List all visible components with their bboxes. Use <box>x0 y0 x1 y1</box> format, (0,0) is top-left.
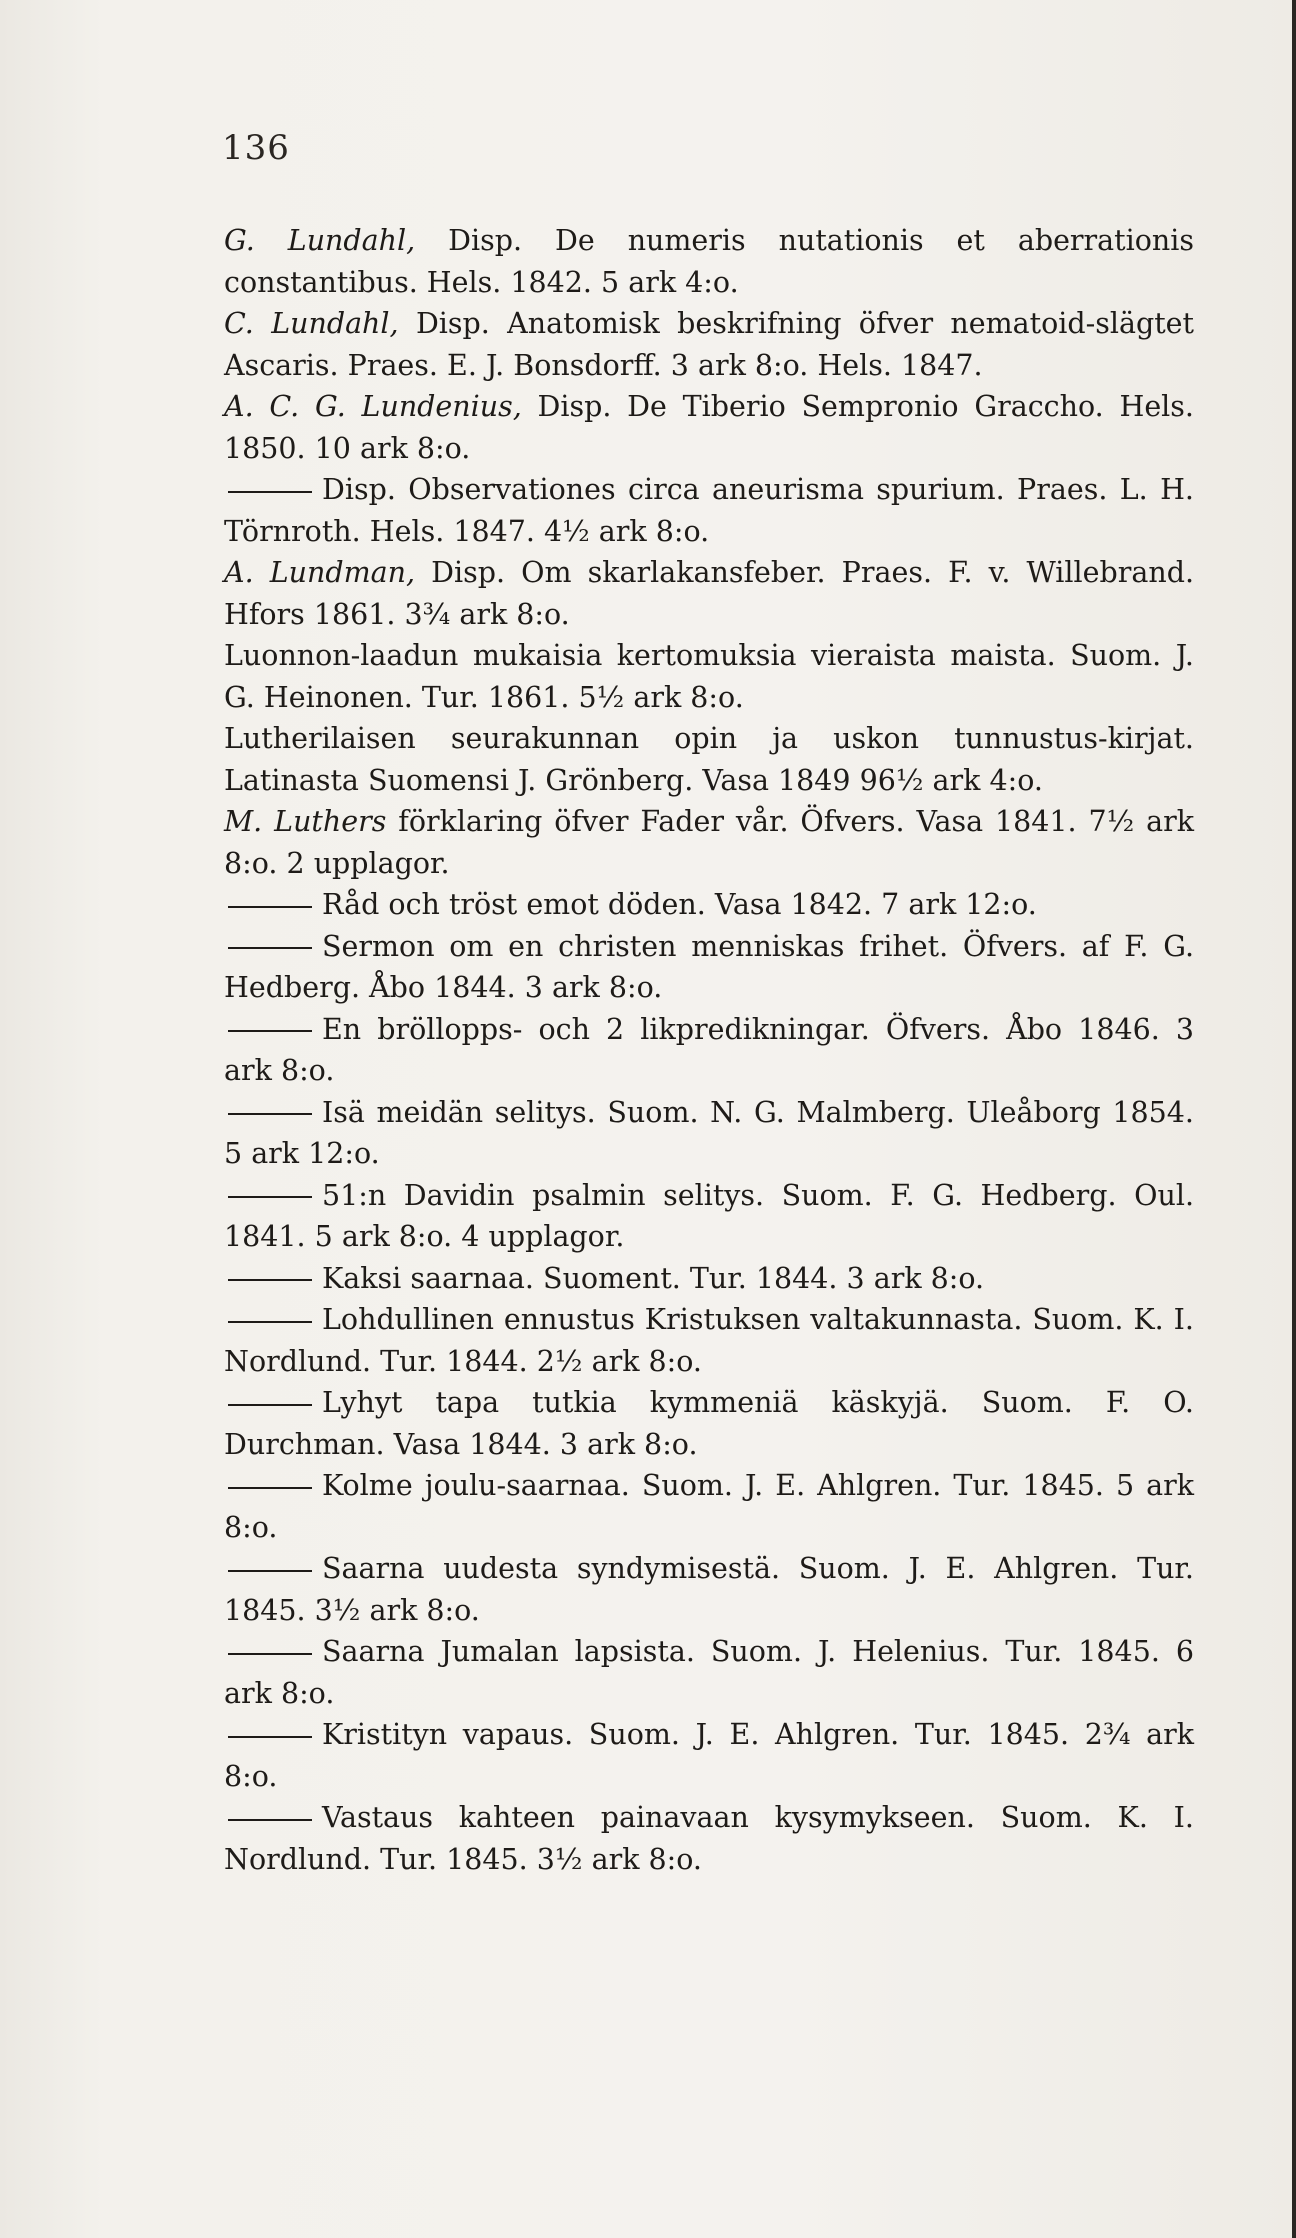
entry-text: En bröllopps- och 2 likpredikningar. Öfvers. Åbo 1846. 3 ark 8:o. <box>224 1012 1194 1087</box>
bibliography-entry <box>224 303 1194 386</box>
bibliography-entry <box>224 1548 1194 1631</box>
entry-text: Disp. De numeris nutationis et aberrationis constantibus. Hels. 1842. 5 ark 4:o. <box>224 224 1194 299</box>
bibliography-entry <box>224 1092 1194 1175</box>
entry-text: Kaksi saarnaa. Suoment. Tur. 1844. 3 ark 8:o. <box>322 1261 985 1295</box>
ditto-dash <box>228 1487 312 1489</box>
ditto-dash <box>228 1030 312 1032</box>
entry-text: Disp. Observationes circa aneurisma spurium. Praes. L. H. Törnroth. Hels. 1847. 4½ ark 8:o. <box>224 473 1194 548</box>
ditto-dash <box>228 906 312 908</box>
entry-text: Lyhyt tapa tutkia kymmeniä käskyjä. Suom. F. O. Durchman. Vasa 1844. 3 ark 8:o. <box>224 1386 1194 1461</box>
bibliography-entry <box>224 1714 1194 1797</box>
entry-author: C. Lundahl, <box>224 307 399 340</box>
bibliography-entry <box>224 801 1194 884</box>
entry-text: Disp. De Tiberio Sempronio Graccho. Hels. 1850. 10 ark 8:o. <box>224 390 1194 465</box>
entry-text: Disp. Om skarlakansfeber. Praes. F. v. Willebrand. Hfors 1861. 3¾ ark 8:o. <box>224 556 1195 631</box>
bibliography-entry <box>224 386 1194 469</box>
entry-text: Saarna Jumalan lapsista. Suom. J. Helenius. Tur. 1845. 6 ark 8:o. <box>224 1635 1194 1710</box>
bibliography-entry <box>224 718 1194 801</box>
ditto-dash <box>228 1819 312 1821</box>
bibliography-entry <box>224 1797 1194 1880</box>
entry-text: Lutherilaisen seurakunnan opin ja uskon tunnustus-kirjat. Latinasta Suomensi J. Grönberg. Vasa 1849 96½ ark 4:o. <box>224 722 1194 797</box>
entry-text: Kristityn vapaus. Suom. J. E. Ahlgren. Tur. 1845. 2¾ ark 8:o. <box>224 1718 1194 1793</box>
entry-text: Isä meidän selitys. Suom. N. G. Malmberg. Uleåborg 1854. 5 ark 12:o. <box>224 1095 1194 1170</box>
entry-author: G. Lundahl, <box>224 224 416 257</box>
bibliography-entry <box>224 1299 1194 1382</box>
ditto-dash <box>228 1196 312 1198</box>
entry-text: Lohdullinen ennustus Kristuksen valtakunnasta. Suom. K. I. Nordlund. Tur. 1844. 2½ ark 8:o. <box>224 1303 1194 1378</box>
bibliography-entry <box>224 1009 1194 1092</box>
entry-text: Disp. Anatomisk beskrifning öfver nematoid-slägtet Ascaris. Praes. E. J. Bonsdorff. 3 ark 8:o. Hels. 1847. <box>224 307 1195 382</box>
entry-text: Kolme joulu-saarnaa. Suom. J. E. Ahlgren. Tur. 1845. 5 ark 8:o. <box>224 1469 1194 1544</box>
bibliography-entry <box>224 1631 1194 1714</box>
bibliography-entry <box>224 1382 1194 1465</box>
bibliography-entry <box>224 635 1194 718</box>
page-edge <box>1292 0 1296 2238</box>
entry-text: Sermon om en christen menniskas frihet. Öfvers. af F. G. Hedberg. Åbo 1844. 3 ark 8:o. <box>224 929 1194 1004</box>
ditto-dash <box>228 947 312 949</box>
ditto-dash <box>228 1321 312 1323</box>
entry-text: Luonnon-laadun mukaisia kertomuksia vieraista maista. Suom. J. G. Heinonen. Tur. 1861. 5½ ark 8:o. <box>224 639 1194 714</box>
ditto-dash <box>228 1653 312 1655</box>
ditto-dash <box>228 1279 312 1281</box>
ditto-dash <box>228 1736 312 1738</box>
entry-author: M. Luthers <box>224 805 387 838</box>
entry-author: A. C. G. Lundenius, <box>224 390 522 423</box>
entry-text: 51:n Davidin psalmin selitys. Suom. F. G. Hedberg. Oul. 1841. 5 ark 8:o. 4 upplagor. <box>224 1178 1194 1253</box>
bibliography-entry <box>224 220 1194 303</box>
bibliography-list <box>224 220 1194 1880</box>
entry-text: förklaring öfver Fader vår. Öfvers. Vasa 1841. 7½ ark 8:o. 2 upplagor. <box>224 805 1194 880</box>
bibliography-entry <box>224 1258 1194 1300</box>
bibliography-entry <box>224 926 1194 1009</box>
page-number: 136 <box>222 128 290 168</box>
bibliography-entry <box>224 884 1194 926</box>
ditto-dash <box>228 1113 312 1115</box>
ditto-dash <box>228 1404 312 1406</box>
entry-text: Råd och tröst emot döden. Vasa 1842. 7 ark 12:o. <box>322 888 1037 921</box>
ditto-dash <box>228 1570 312 1572</box>
bibliography-entry <box>224 1175 1194 1258</box>
entry-text: Vastaus kahteen painavaan kysymykseen. Suom. K. I. Nordlund. Tur. 1845. 3½ ark 8:o. <box>224 1801 1194 1876</box>
bibliography-entry <box>224 552 1194 635</box>
bibliography-entry <box>224 469 1194 552</box>
bibliography-entry <box>224 1465 1194 1548</box>
ditto-dash <box>228 491 312 493</box>
entry-text: Saarna uudesta syndymisestä. Suom. J. E. Ahlgren. Tur. 1845. 3½ ark 8:o. <box>224 1552 1194 1627</box>
entry-author: A. Lundman, <box>224 556 416 589</box>
